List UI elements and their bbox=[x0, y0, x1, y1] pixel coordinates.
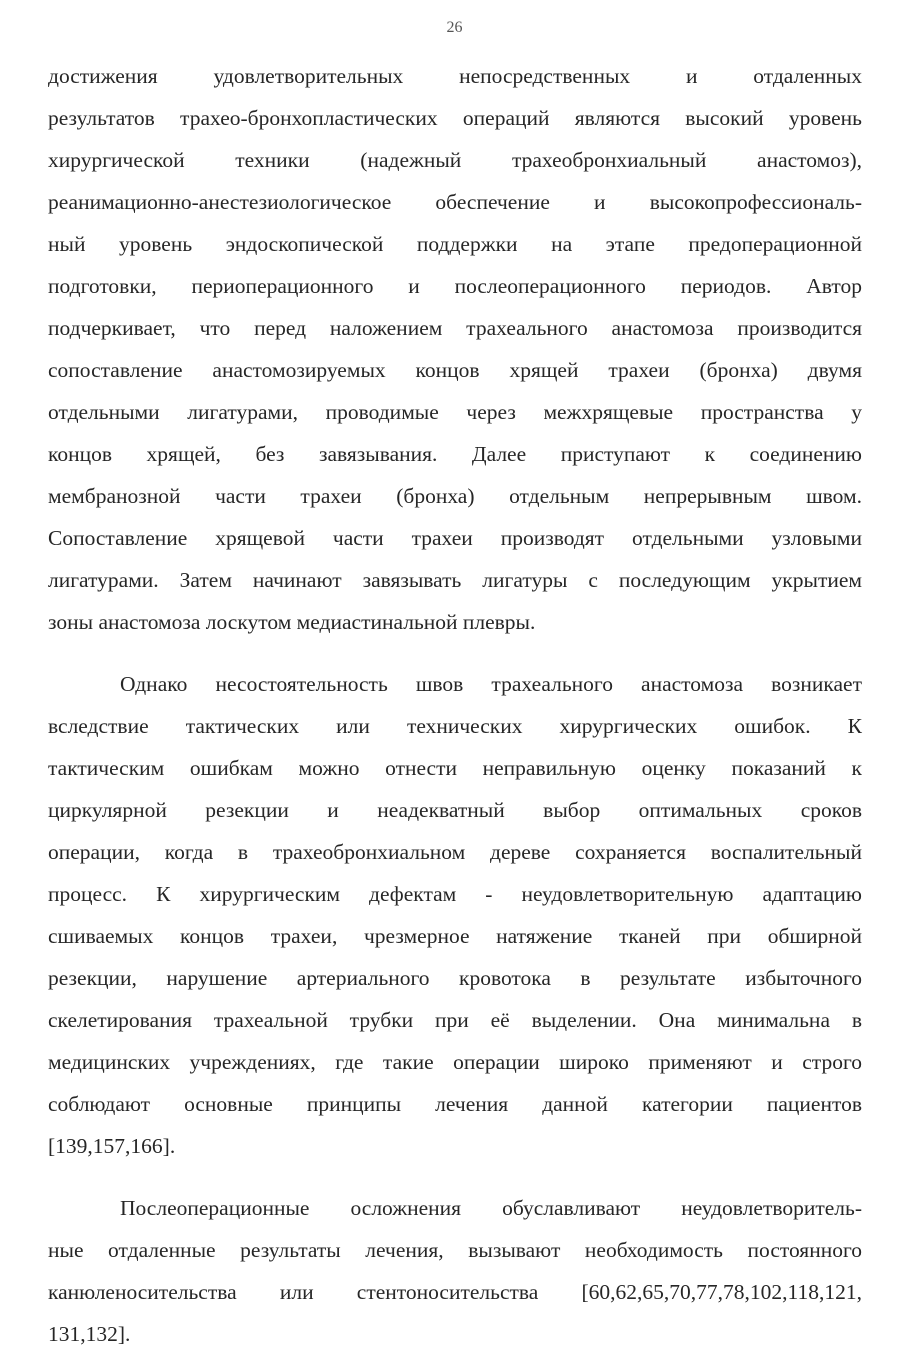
text-line: скелетирования трахеальной трубки при её выделении. Она минимальна в bbox=[48, 1008, 862, 1032]
paragraph-gap bbox=[48, 1167, 862, 1187]
paragraph-gap bbox=[48, 643, 862, 663]
text-line: Послеоперационные осложнения обуславливают неудовлетворитель- bbox=[120, 1196, 862, 1220]
text-line: вследствие тактических или технических хирургических ошибок. К bbox=[48, 714, 862, 738]
text-line: реанимационно-анестезиологическое обеспечение и высокопрофессиональ- bbox=[48, 190, 862, 214]
text-line: мембранозной части трахеи (бронха) отдельным непрерывным швом. bbox=[48, 484, 862, 508]
text-line: достижения удовлетворительных непосредственных и отдаленных bbox=[48, 64, 862, 88]
text-line: процесс. К хирургическим дефектам - неудовлетворительную адаптацию bbox=[48, 882, 862, 906]
page-number: 26 bbox=[446, 19, 463, 36]
text-line: ный уровень эндоскопической поддержки на этапе предоперационной bbox=[48, 232, 862, 256]
text-line: результатов трахео-бронхопластических операций являются высокий уровень bbox=[48, 106, 862, 130]
text-line: сопоставление анастомозируемых концов хрящей трахеи (бронха) двумя bbox=[48, 358, 862, 382]
text-line: соблюдают основные принципы лечения данной категории пациентов bbox=[48, 1092, 862, 1116]
text-line: сшиваемых концов трахеи, чрезмерное натяжение тканей при обширной bbox=[48, 924, 862, 948]
text-line: отдельными лигатурами, проводимые через межхрящевые пространства у bbox=[48, 400, 862, 424]
text-line: циркулярной резекции и неадекватный выбор оптимальных сроков bbox=[48, 798, 862, 822]
body-text bbox=[48, 55, 862, 1355]
text-line: подчеркивает, что перед наложением трахеального анастомоза производится bbox=[48, 316, 862, 340]
paragraph bbox=[48, 663, 862, 1167]
text-line: зоны анастомоза лоскутом медиастинальной плевры. bbox=[48, 610, 536, 634]
text-line: канюленосительства или стентоносительства [60,62,65,70,77,78,102,118,121, bbox=[48, 1280, 862, 1304]
text-line: ные отдаленные результаты лечения, вызывают необходимость постоянного bbox=[48, 1238, 862, 1262]
text-line: подготовки, периоперационного и послеоперационного периодов. Автор bbox=[48, 274, 862, 298]
text-line: [139,157,166]. bbox=[48, 1134, 176, 1158]
text-line: Однако несостоятельность швов трахеального анастомоза возникает bbox=[120, 672, 862, 696]
text-line: 131,132]. bbox=[48, 1322, 131, 1346]
paragraph bbox=[48, 55, 862, 643]
text-line: операции, когда в трахеобронхиальном дереве сохраняется воспалительный bbox=[48, 840, 862, 864]
text-line: тактическим ошибкам можно отнести неправильную оценку показаний к bbox=[48, 756, 862, 780]
text-line: резекции, нарушение артериального кровотока в результате избыточного bbox=[48, 966, 862, 990]
text-line: концов хрящей, без завязывания. Далее приступают к соединению bbox=[48, 442, 862, 466]
text-line: медицинских учреждениях, где такие операции широко применяют и строго bbox=[48, 1050, 862, 1074]
paragraph bbox=[48, 1187, 862, 1355]
text-line: Сопоставление хрящевой части трахеи производят отдельными узловыми bbox=[48, 526, 862, 550]
text-line: хирургической техники (надежный трахеобронхиальный анастомоз), bbox=[48, 148, 862, 172]
text-line: лигатурами. Затем начинают завязывать лигатуры с последующим укрытием bbox=[48, 568, 862, 592]
